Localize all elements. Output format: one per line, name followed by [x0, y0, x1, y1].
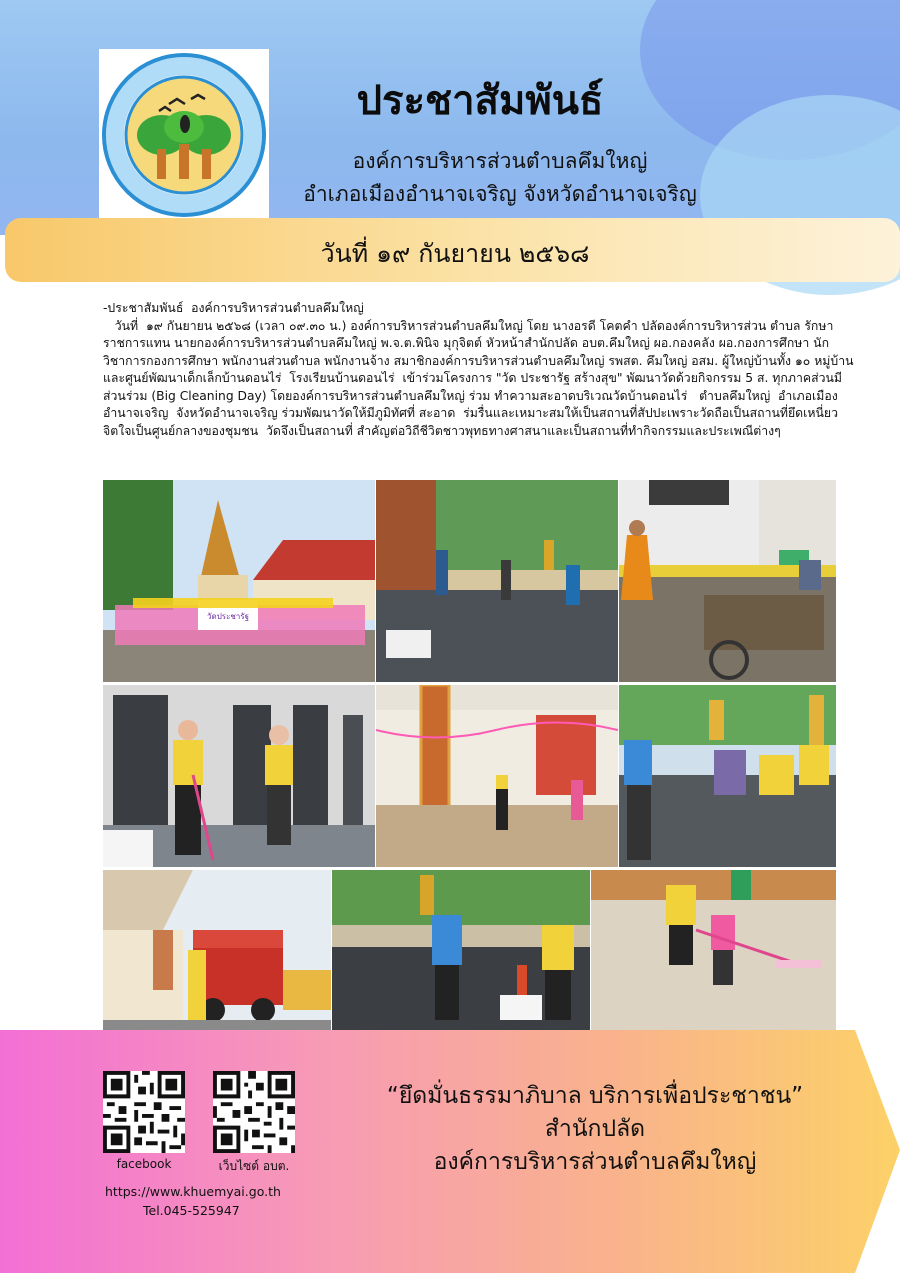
slogan: “ยึดมั่นธรรมาภิบาล บริการเพื่อประชาชน” [386, 1083, 804, 1109]
qr-code-icon [213, 1071, 295, 1153]
footer-org-name: องค์การบริหารส่วนตำบลคึมใหญ่ [433, 1149, 757, 1175]
website-label: เว็บไซต์ อบต. [218, 1159, 290, 1173]
page-title: ประชาสัมพันธ์ [356, 77, 604, 124]
article-body: -ประชาสัมพันธ์ องค์การบริหารส่วนตำบลคึมใหญ่ วันที่ ๑๙ กันยายน ๒๕๖๘ (เวลา ๐๙.๓๐ น.) องค์การบริหารส่วนตำบลคึมใหญ่ โดย นางอรดี โคตคำ ปลัดองค์การบริหารส่วน ตำบล รักษาราชการแทน นายกองค์การบริหารส่วนตำบลคึมใหญ่ พ.จ.ต.พินิจ มุกุจิตต์ หัวหน้าสำนักปลัด อบต.คึมใหญ่ ผอ.กองคลัง ผอ.กองการศึกษา นักวิชาการกองการศึกษา พนักงานส่วนตำบล พนักงานจ้าง สมาชิกองค์การบริหารส่วนตำบลคึมใหญ่ รพสต. คึมใหญ่ อสม. ผู้ใหญ่บ้านทั้ง ๑๐ หมู่บ้าน และศูนย์พัฒนาเด็กเล็กบ้านดอนไร่ โรงเรียนบ้านดอนไร่ เข้าร่วมโครงการ "วัด ประชารัฐ สร้างสุข" พัฒนาวัดด้วยกิจกรรม 5 ส. ทุกภาคส่วนมีส่วนร่วม (Big Cleaning Day) โดยองค์การบริหารส่วนตำบลคึมใหญ่ ร่วม ทำความสะอาดบริเวณวัดบ้านดอนไร่ ตำบลคึมใหญ่ อำเภอเมืองอำนาจเจริญ จังหวัดอำนาจเจริญ ร่วมพัฒนาวัดให้มีภูมิทัศที่ สะอาด ร่มรื่นและเหมาะสมให้เป็นสถานที่สัปปะเพราะวัดถือเป็นสถานที่ยึดเหนี่ยวจิตใจเป็นศูนย์กลางของชุมชน วัดจึงเป็นสถานที่ สำคัญต่อวิถีชีวิตชาวพุทธทางศาสนาและเป็นสถานที่ทำกิจกรรมและประเพณีต่างๆ [103, 301, 854, 438]
org-location: อำเภอเมืองอำนาจเจริญ จังหวัดอำนาจเจริญ [303, 182, 697, 206]
photo-collage [103, 480, 836, 1040]
logo-seal-icon [99, 49, 269, 219]
facebook-qr-code[interactable] [103, 1071, 185, 1153]
photo-banner-text: วัดประชารัฐ [207, 612, 249, 621]
announcement-date: วันที่ ๑๙ กันยายน ๒๕๖๘ [320, 239, 590, 268]
website-url[interactable]: https://www.khuemyai.go.th [105, 1184, 281, 1199]
photo-temple-grounds-cleaning [332, 870, 590, 1040]
office-name: สำนักปลัด [544, 1116, 646, 1142]
photo-cleaning-courtyard [376, 480, 618, 682]
qr-code-icon [103, 1071, 185, 1153]
org-name: องค์การบริหารส่วนตำบลคึมใหญ่ [352, 149, 648, 173]
telephone: Tel.045-525947 [143, 1203, 240, 1218]
org-logo [99, 49, 269, 219]
footer-slogan-block [330, 1080, 860, 1179]
website-qr-code[interactable] [213, 1071, 295, 1153]
photo-fire-truck [103, 870, 331, 1040]
date-banner [5, 218, 900, 282]
photo-children-mopping [591, 870, 836, 1040]
photo-monk-sweeping [619, 480, 836, 682]
facebook-label: facebook [116, 1157, 172, 1171]
photo-restroom-cleaning [103, 685, 375, 867]
photo-outdoor-sweeping [619, 685, 836, 867]
photo-hall-mopping [376, 685, 618, 867]
photo-temple-group [103, 480, 375, 682]
